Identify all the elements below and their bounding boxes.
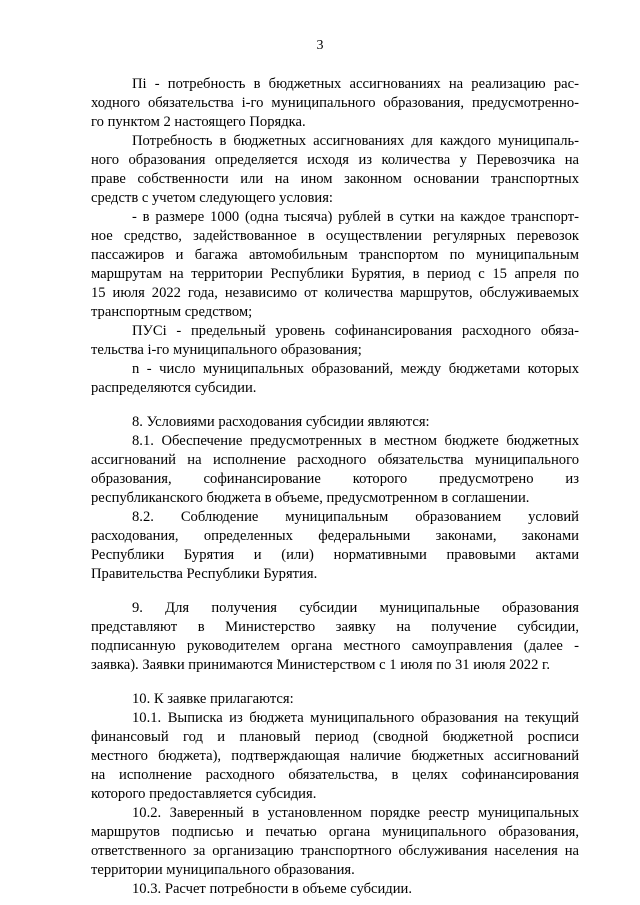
text-line: 8. Условиями расходования субсидии являются: (132, 414, 430, 430)
text-line: ходного обязательства i-го муниципального образования, предусмотренно- (91, 95, 579, 111)
text-line: ное средство, задействованное в осуществлении регулярных перевозок (91, 228, 579, 244)
text-line: 10.3. Расчет потребности в объеме субсидии. (132, 881, 412, 897)
text-line: Республики Бурятия и (или) нормативными правовыми актами (91, 547, 579, 563)
text-line: 10. К заявке прилагаются: (132, 691, 294, 707)
text-line: подписанную руководителем органа местного самоуправления (далее - (91, 638, 579, 654)
text-line: - в размере 1000 (одна тысяча) рублей в сутки на каждое транспорт- (132, 209, 579, 225)
text-line: заявка). Заявки принимаются Министерством с 1 июля по 31 июля 2022 г. (91, 657, 551, 673)
text-line: ответственного за организацию транспортного обслуживания населения на (91, 843, 579, 859)
text-line: Правительства Республики Бурятия. (91, 566, 318, 582)
text-line: транспортным средством; (91, 304, 253, 320)
text-line: Пi - потребность в бюджетных ассигнованиях на реализацию рас- (132, 76, 579, 92)
text-line: образования, софинансирование которого предусмотрено из (91, 471, 579, 487)
text-line: го пунктом 2 настоящего Порядка. (91, 114, 306, 130)
text-line: финансовый год и плановый период (сводной бюджетной росписи (91, 729, 579, 745)
text-line: ассигнований на исполнение расходного обязательства муниципального (91, 452, 579, 468)
text-line: 15 июля 2022 года, независимо от количества маршрутов, обслуживаемых (91, 285, 579, 301)
text-line: 8.2. Соблюдение муниципальным образованием условий (132, 509, 579, 525)
text-line: маршрутам на территории Республики Бурятия, в период с 15 апреля по (91, 266, 579, 282)
text-line: 10.1. Выписка из бюджета муниципального образования на текущий (132, 710, 579, 726)
text-line: маршрутов подписью и печатью органа муниципального образования, (91, 824, 579, 840)
text-line: территории муниципального образования. (91, 862, 355, 878)
text-line: 9. Для получения субсидии муниципальные образования (132, 600, 579, 616)
text-line: местного бюджета), подтверждающая наличие бюджетных ассигнований (91, 748, 579, 764)
text-line: тельства i-го муниципального образования; (91, 342, 362, 358)
text-line: республиканского бюджета в объеме, предусмотренном в соглашении. (91, 490, 530, 506)
text-line: средств с учетом следующего условия: (91, 190, 333, 206)
text-line: ПУСi - предельный уровень софинансирования расходного обяза- (132, 323, 579, 339)
text-line: которого предоставляется субсидия. (91, 786, 317, 802)
text-line: пассажиров и багажа автомобильным транспортом по муниципальным (91, 247, 579, 263)
text-line: праве собственности или на ином законном основании транспортных (91, 171, 579, 187)
text-line: расходования, определенных федеральными законами, законами (91, 528, 579, 544)
text-line: ного образования определяется исходя из количества у Перевозчика на (91, 152, 579, 168)
text-line: 8.1. Обеспечение предусмотренных в местном бюджете бюджетных (132, 433, 579, 449)
text-line: Потребность в бюджетных ассигнованиях для каждого муниципаль- (132, 133, 579, 149)
text-line: на исполнение расходного обязательства, в целях софинансирования (91, 767, 579, 783)
text-line: 10.2. Заверенный в установленном порядке реестр муниципальных (132, 805, 579, 821)
text-line: распределяются субсидии. (91, 380, 257, 396)
text-line: представляют в Министерство заявку на получение субсидии, (91, 619, 579, 635)
page-number: 3 (316, 38, 324, 53)
text-line: n - число муниципальных образований, между бюджетами которых (132, 361, 579, 377)
